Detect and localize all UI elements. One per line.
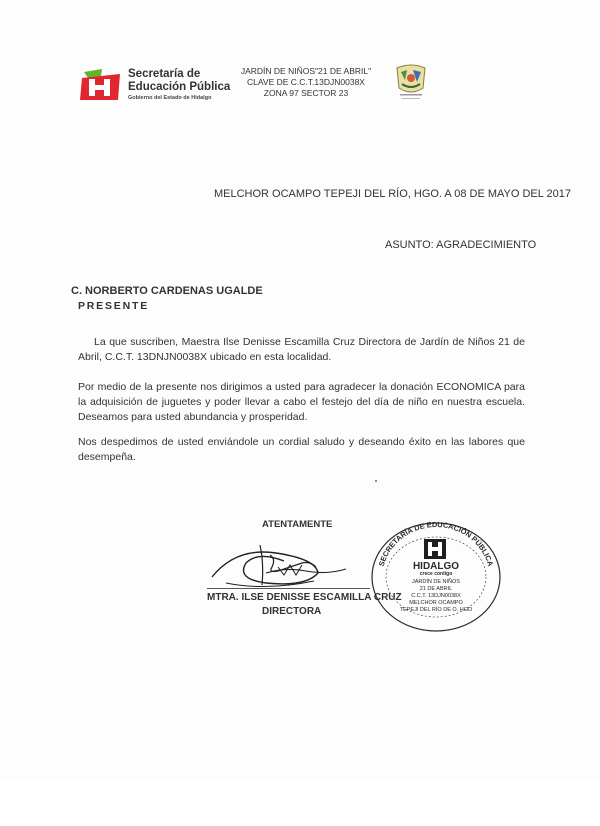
sep-title-line1: Secretaría de — [128, 68, 201, 80]
hidalgo-h-icon — [424, 539, 446, 559]
paragraph-farewell: Nos despedimos de usted enviándole un cordial saludo y deseando éxito en las labores que desempeña. — [78, 436, 525, 463]
recipient-name: C. NORBERTO CARDENAS UGALDE — [71, 285, 263, 297]
sep-hidalgo-logo — [80, 66, 122, 102]
seal-arc-text: SECRETARÍA DE EDUCACIÓN PÚBLICA — [376, 519, 496, 568]
scan-speck — [375, 480, 377, 482]
presente-label: PRESENTE — [78, 300, 149, 312]
signer-name: MTRA. ILSE DENISSE ESCAMILLA CRUZ — [207, 592, 402, 603]
school-header — [228, 66, 384, 99]
subject-line: ASUNTO: AGRADECIMIENTO — [385, 239, 537, 251]
seal-line3: C.C.T. 13DJN0038X — [411, 593, 461, 599]
signer-role: DIRECTORA — [262, 606, 322, 617]
school-name: JARDÍN DE NIÑOS"21 DE ABRIL" — [240, 66, 372, 76]
school-zona: ZONA 97 SECTOR 23 — [263, 88, 349, 98]
official-school-seal — [366, 517, 506, 633]
sep-subtitle: Gobierno del Estado de Hidalgo — [128, 95, 212, 101]
seal-tagline: crece contigo — [419, 571, 453, 577]
paragraph-thanks: Por medio de la presente nos dirigimos a usted para agradecer la donación ECONOMICA para la adquisición de juguetes y poder llevar a cabo el festejo del día de niño en nuestra escuela. Deseamos para usted abundancia y prosperidad. — [78, 381, 525, 423]
paragraph-intro-text: La que suscriben, Maestra Ilse Denisse Escamilla Cruz Directora de Jardín de Niños 21 de Abril, C.C.T. 13DNJN0038X ubicado en esta localidad. — [78, 336, 525, 363]
closing-text: ATENTAMENTE — [262, 519, 333, 530]
paragraph-intro — [78, 335, 525, 365]
seal-brand: HIDALGO — [412, 561, 460, 572]
seal-line4: MELCHOR OCAMPO — [409, 600, 463, 606]
school-crest-icon — [393, 62, 429, 104]
place-date: MELCHOR OCAMPO TEPEJI DEL RÍO, HGO. A 08 DE MAYO DEL 2017 — [214, 188, 571, 200]
seal-line1: JARDÍN DE NIÑOS — [412, 579, 460, 585]
seal-line5: TEPEJI DEL RÍO DE O. HGO — [399, 607, 473, 613]
handwritten-signature — [206, 533, 356, 595]
school-clave: CLAVE DE C.C.T.13DJN0038X — [247, 77, 365, 87]
sep-title-line2: Educación Pública — [128, 81, 231, 93]
seal-line2: 21 DE ABRIL — [419, 586, 453, 592]
signature-line — [207, 588, 370, 589]
